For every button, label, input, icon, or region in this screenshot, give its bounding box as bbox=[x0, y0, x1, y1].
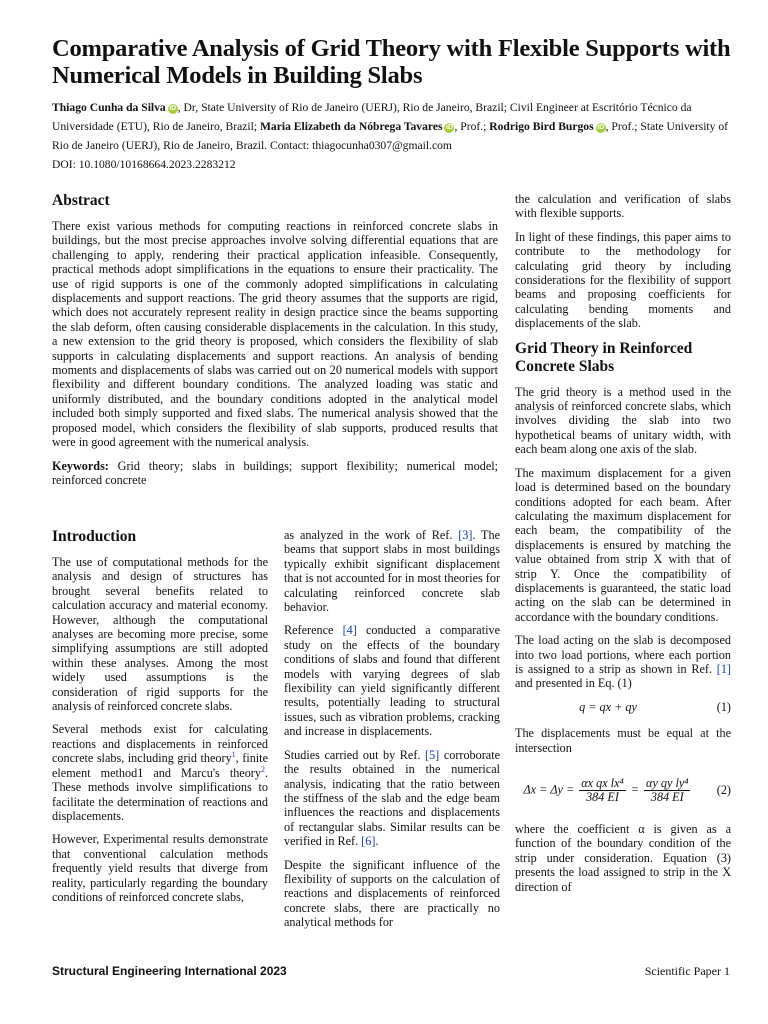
mid-paragraph-3 bbox=[284, 748, 500, 849]
citation-link[interactable]: [3] bbox=[458, 528, 473, 542]
text-run: conducted a comparative study on the effects of the boundary conditions of slabs and found that different models with varying degrees of slab flexibility can yield significantly different results, potentially leading to structural issues, such as vibration problems, cracking and increase in displacements. bbox=[284, 623, 500, 739]
equation-2-fraction-1 bbox=[579, 777, 625, 804]
keywords-label: Keywords: bbox=[52, 458, 109, 473]
citation-link[interactable]: [5] bbox=[425, 747, 440, 762]
right-paragraph-1: the calculation and verification of slabs with flexible supports. bbox=[515, 192, 731, 221]
footnote-ref[interactable]: 1 bbox=[231, 750, 236, 760]
equation-2 bbox=[515, 777, 731, 804]
equation-1 bbox=[515, 700, 731, 714]
intro-paragraph-2 bbox=[52, 722, 268, 823]
right-paragraph-6: The displacements must be equal at the intersection bbox=[515, 726, 731, 755]
keywords bbox=[52, 459, 498, 488]
fraction-numerator: αx qx lx⁴ bbox=[581, 776, 624, 790]
text-run: . These methods involve simplifications to facilitate the determination of reactions and displacements. bbox=[52, 765, 268, 823]
page-footer: Scientific Paper 1 bbox=[644, 964, 730, 978]
fraction-denominator: 384 EI bbox=[650, 790, 684, 804]
abstract-section bbox=[52, 192, 498, 487]
text-run: . bbox=[375, 834, 379, 849]
right-paragraph-7: where the coefficient α is given as a function of the boundary condition of the strip under consideration. Equation (3) presents the load assigned to strip in the X direction of bbox=[515, 822, 731, 894]
equation-2-lhs: Δx = Δy = bbox=[523, 782, 575, 797]
equation-2-number: (2) bbox=[716, 783, 731, 798]
grid-theory-heading: Grid Theory in Reinforced Concrete Slabs bbox=[515, 339, 693, 375]
text-run: , finite element method1 and Marcu's theory bbox=[52, 751, 268, 780]
author-name-3: Rodrigo Bird Burgos bbox=[489, 120, 594, 133]
column-middle bbox=[284, 528, 500, 939]
intro-paragraph-1: The use of computational methods for the analysis and design of structures has brought several benefits related to calculation accuracy and material economy. However, although the computational analyses are becoming more precise, some simplifying assumptions are still adopted within these analyses. Among the most widely used assumptions is the consideration of rigid supports for the analysis of reinforced concrete slabs. bbox=[52, 555, 268, 714]
paper-title: Comparative Analysis of Grid Theory with Flexible Supports with Numerical Models in Building Slabs bbox=[52, 35, 731, 89]
column-left bbox=[52, 528, 268, 913]
abstract-text: There exist various methods for computing reactions in reinforced concrete slabs in buildings, but the most precise approaches involve solving differential equations that are challenging to apply, rendering their practical application infeasible. Consequently, practical methods adopt simplifications in the equations to ensure their practicality. The use of rigid supports is one of the commonly adopted simplifications in calculating displacements and support reactions. The grid theory assumes that the supports are rigid, which does not accurately represent reality in design practice since the beams supporting the slab deform, often causing considerable displacements in the calculation. In this study, a new extension to the grid theory is proposed, which considers the flexibility of slab supports in calculating displacements and support reactions. An analysis of bending moments and displacements of slabs was carried out on 20 numerical models with support flexibility and different boundary conditions. The analyzed loading was static and uniformly distributed, and the boundary conditions adopted in the analytical model included both simply supported and fixed slabs. The numerical analysis showed that the proposed model, which considers the flexibility of slab supports, produced results that were in good agreement with the numerical analysis. bbox=[52, 219, 498, 450]
author-block bbox=[52, 98, 736, 174]
right-paragraph-2: In light of these findings, this paper aims to contribute to the methodology for calculating grid theory by including considerations for the flexibility of support beams and proposing coefficients for calculating bending moments and displacements of the slab. bbox=[515, 229, 731, 331]
text-run: as analyzed in the work of Ref. bbox=[284, 528, 459, 542]
right-paragraph-5 bbox=[515, 633, 731, 691]
text-run: and presented in Eq. (1) bbox=[515, 676, 632, 691]
right-paragraph-3: The grid theory is a method used in the analysis of reinforced concrete slabs, which involves dividing the slab into two hypothetical beams of unitary width, with each beam along one axis of the slab. bbox=[515, 384, 731, 457]
right-paragraph-4: The maximum displacement for a given load is determined based on the boundary conditions adopted for each beam. After calculating the maximum displacement for each beam, the compatibility of the displacements is ensured by matching the value obtained from strip X with that of strip Y. Once the compatibility of displacements is guaranteed, the static load acting on the slab can be determined in accordance with the boundary conditions. bbox=[515, 465, 731, 624]
text-run: . The beams that support slabs in most buildings typically exhibit significant displacement that is not accounted for in most theories for calculating reinforced concrete slab behavior. bbox=[284, 528, 501, 615]
equation-2-equals: = bbox=[630, 782, 639, 797]
mid-paragraph-4: Despite the significant influence of the flexibility of supports on the calculation of reactions and displacements of reinforced concrete slabs, there are practically no analytical methods for bbox=[284, 857, 500, 930]
text-run: Reference bbox=[284, 623, 343, 638]
doi[interactable]: DOI: 10.1080/10168664.2023.2283212 bbox=[52, 158, 236, 171]
orcid-icon[interactable]: iD bbox=[597, 124, 605, 131]
text-run: corroborate the results obtained in the numerical analysis, indicating that the ratio between the stiffness of the slab and the edge beam influences the reactions and displacements of rectangular slabs. Similar results can be verified in Ref. bbox=[284, 747, 500, 849]
orcid-icon[interactable]: iD bbox=[169, 105, 177, 112]
mid-paragraph-1 bbox=[284, 528, 500, 614]
intro-paragraph-3: However, Experimental results demonstrate that conventional calculation methods frequently yield results that diverge from reality, particularly regarding the boundary conditions of reinforced concrete slabs, bbox=[52, 832, 268, 904]
abstract-heading: Abstract bbox=[52, 192, 110, 209]
citation-link[interactable]: [6] bbox=[361, 834, 376, 849]
equation-1-number: (1) bbox=[716, 699, 731, 714]
citation-link[interactable]: [1] bbox=[716, 661, 731, 676]
citation-link[interactable]: [4] bbox=[342, 623, 357, 638]
author-affiliation-3: , Prof.; State University of Rio de Janeiro (UERJ), Rio de Janeiro, Brazil. Contact: thiagocunha0307@gmail.com bbox=[52, 120, 728, 152]
orcid-icon[interactable]: iD bbox=[445, 124, 453, 131]
equation-1-math: q = qx + qy bbox=[579, 699, 637, 714]
author-affiliation-1: , Dr, State University of Rio de Janeiro (UERJ), Rio de Janeiro, Brazil; Civil Engineer at Escritório Técnico da Universidade (ETU), Rio de Janeiro, Brazil; bbox=[52, 101, 692, 133]
equation-2-math bbox=[515, 777, 701, 804]
equation-2-fraction-2 bbox=[644, 777, 690, 804]
fraction-numerator: αy qy ly⁴ bbox=[646, 776, 689, 790]
author-name-1: Thiago Cunha da Silva bbox=[52, 101, 166, 114]
column-right bbox=[515, 192, 731, 903]
text-run: The load acting on the slab is decomposed into two load portions, where each portion is assigned to a strip as shown in Ref. bbox=[515, 633, 731, 676]
footnote-ref[interactable]: 2 bbox=[260, 764, 265, 774]
mid-paragraph-2 bbox=[284, 623, 500, 738]
author-name-2: Maria Elizabeth da Nóbrega Tavares bbox=[259, 120, 443, 133]
keywords-list: Grid theory; slabs in buildings; support flexibility; numerical model; reinforced concrete bbox=[52, 458, 498, 487]
author-affiliation-2: , Prof.; bbox=[454, 120, 490, 133]
introduction-heading: Introduction bbox=[52, 528, 137, 545]
journal-footer: Structural Engineering International 2023 bbox=[52, 964, 287, 978]
text-run: Studies carried out by Ref. bbox=[284, 747, 426, 762]
text-run: Several methods exist for calculating reactions and displacements in reinforced concrete slabs, including grid theory bbox=[52, 722, 268, 766]
fraction-denominator: 384 EI bbox=[586, 790, 619, 804]
